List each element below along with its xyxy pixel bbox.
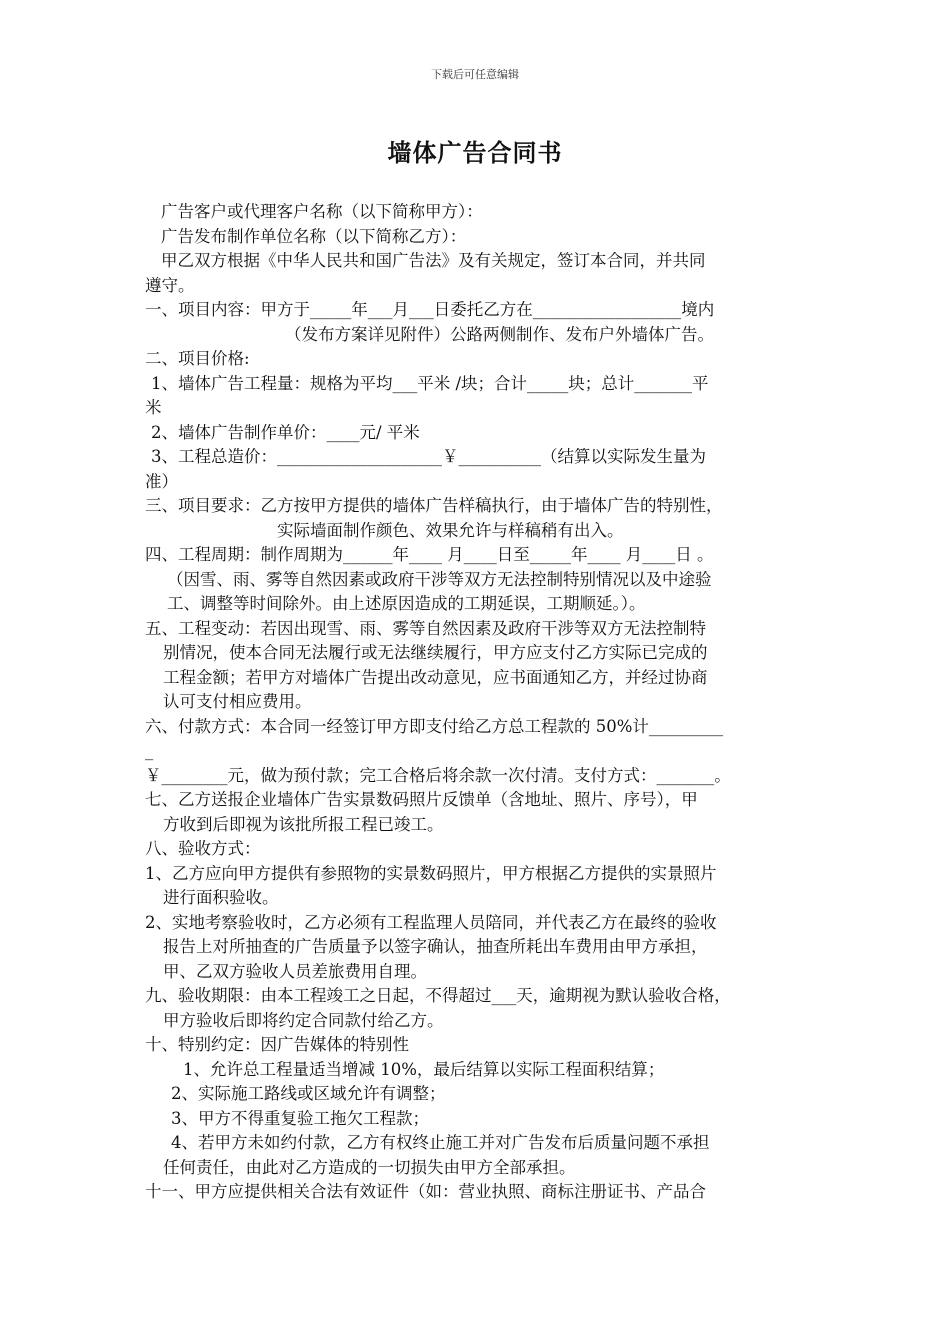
contract-line: 准） <box>145 471 178 491</box>
contract-line: 进行面积验收。 <box>163 888 279 907</box>
contract-line: 3、甲方不得重复验工拖欠工程款； <box>171 1108 429 1128</box>
contract-line: 十一、甲方应提供相关合法有效证件（如：营业执照、商标注册证书、产品合 <box>145 1182 706 1201</box>
contract-line: 1、允许总工程量适当增减 10%，最后结算以实际工程面积结算； <box>183 1059 665 1079</box>
contract-line: 4、若甲方未如约付款，乙方有权终止施工并对广告发布后质量问题不承担 <box>171 1133 710 1152</box>
contract-line: 甲、乙双方验收人员差旅费用自理。 <box>163 961 427 981</box>
contract-line: 1、墙体广告工程量：规格为平均___平米 /块；合计_____块；总计_______平 <box>151 373 709 393</box>
contract-line: 二、项目价格: <box>145 349 250 368</box>
header-note: 下载后可任意编辑 <box>431 68 519 81</box>
contract-line: _ <box>145 741 154 760</box>
contract-line: 任何责任，由此对乙方造成的一切损失由甲方全部承担。 <box>163 1157 576 1177</box>
contract-line: 一、项目内容：甲方于_____年___月___日委托乙方在__________________境内 <box>145 300 715 319</box>
contract-line: 甲乙双方根据《中华人民共和国广告法》及有关规定，签订本合同，并共同 <box>161 251 706 270</box>
contract-line: 别情况，使本合同无法履行或无法继续履行，甲方应支付乙方实际已完成的 <box>163 643 708 662</box>
contract-line: 遵守。 <box>145 275 195 295</box>
contract-line: 实际墙面制作颜色、效果允许与样稿稍有出入。 <box>277 520 624 540</box>
contract-line: 十、特别约定：因广告媒体的特别性 <box>145 1035 409 1054</box>
document-title: 墙体广告合同书 <box>387 138 563 167</box>
contract-line: 工程金额；若甲方对墙体广告提出改动意见，应书面通知乙方，并经过协商 <box>163 667 708 687</box>
contract-line: 2、墙体广告制作单价：____元/ 平米 <box>151 422 420 442</box>
contract-line: 方收到后即视为该批所报工程已竣工。 <box>163 814 444 834</box>
contract-line: 九、验收期限：由本工程竣工之日起，不得超过___天，逾期视为默认验收合格， <box>145 986 731 1005</box>
contract-line: 广告客户或代理客户名称（以下简称甲方）： <box>161 202 483 221</box>
contract-line: 1、乙方应向甲方提供有参照物的实景数码照片，甲方根据乙方提供的实景照片 <box>145 863 717 883</box>
contract-line: 七、乙方送报企业墙体广告实景数码照片反馈单（含地址、照片、序号），甲 <box>145 790 698 809</box>
contract-line: 三、项目要求：乙方按甲方提供的墙体广告样稿执行，由于墙体广告的特别性， <box>145 496 723 515</box>
contract-line: 3、工程总造价：____________________￥__________（结算以实际发生量为 <box>151 447 706 466</box>
contract-body <box>145 200 815 1205</box>
contract-line: 米 <box>145 398 162 417</box>
contract-line: 六、付款方式：本合同一经签订甲方即支付给乙方总工程款的 50%计_________ <box>145 716 724 736</box>
contract-line: 五、工程变动：若因出现雪、雨、雾等自然因素及政府干涉等双方无法控制特 <box>145 618 706 638</box>
contract-line: （因雪、雨、雾等自然因素或政府干涉等双方无法控制特别情况以及中途验 <box>167 569 712 589</box>
contract-line: 四、工程周期：制作周期为______年____ 月____日至_____年____ 月____日 。 <box>145 545 714 564</box>
contract-line: 八、验收方式： <box>145 839 261 858</box>
contract-line: ￥________元，做为预付款；完工合格后将余款一次付清。支付方式：_______。 <box>145 765 731 785</box>
contract-line: 报告上对所抽查的广告质量予以签字确认，抽查所耗出车费用由甲方承担， <box>163 937 708 956</box>
contract-line: 广告发布制作单位名称（以下简称乙方）： <box>161 226 467 246</box>
contract-line: 2、实地考察验收时，乙方必须有工程监理人员陪同，并代表乙方在最终的验收 <box>145 912 717 932</box>
contract-line: 甲方验收后即将约定合同款付给乙方。 <box>163 1010 444 1030</box>
contract-line: （发布方案详见附件）公路两侧制作、发布户外墙体广告。 <box>285 324 714 344</box>
contract-line: 2、实际施工路线或区域允许有调整； <box>171 1084 446 1103</box>
contract-line: 认可支付相应费用。 <box>163 692 312 711</box>
contract-line: 工、调整等时间除外。由上述原因造成的工期延误，工期顺延。）。 <box>167 594 646 613</box>
